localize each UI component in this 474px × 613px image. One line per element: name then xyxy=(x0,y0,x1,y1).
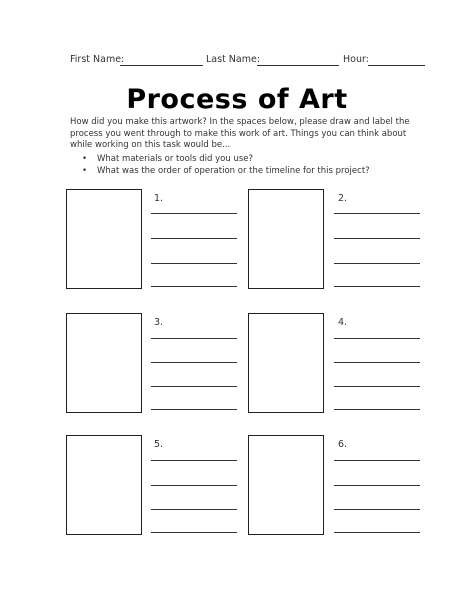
drawing-box-6[interactable] xyxy=(248,435,324,535)
answer-line[interactable] xyxy=(151,263,237,264)
step-number-5: 5. xyxy=(154,439,164,450)
last-name-field[interactable] xyxy=(257,65,339,66)
answer-line[interactable] xyxy=(334,362,420,363)
answer-line[interactable] xyxy=(151,238,237,239)
step-number-2: 2. xyxy=(338,193,348,204)
answer-line[interactable] xyxy=(334,263,420,264)
hour-label: Hour: xyxy=(343,54,369,65)
step-number-3: 3. xyxy=(154,317,164,328)
step-number-4: 4. xyxy=(338,317,348,328)
drawing-box-5[interactable] xyxy=(66,435,142,535)
answer-line[interactable] xyxy=(334,460,420,461)
drawing-box-2[interactable] xyxy=(248,189,324,289)
answer-line[interactable] xyxy=(151,386,237,387)
drawing-box-3[interactable] xyxy=(66,313,142,413)
answer-line[interactable] xyxy=(151,509,237,510)
answer-line[interactable] xyxy=(151,460,237,461)
instructions-text: How did you make this artwork? In the spaces below, please draw and label the process you went through to make this work of art. Things you can think about while working on this task would be... xyxy=(70,117,410,150)
answer-line[interactable] xyxy=(334,238,420,239)
drawing-box-4[interactable] xyxy=(248,313,324,413)
step-number-1: 1. xyxy=(154,193,164,204)
answer-line[interactable] xyxy=(334,509,420,510)
page-title: Process of Art xyxy=(126,84,348,115)
answer-line[interactable] xyxy=(151,338,237,339)
answer-line[interactable] xyxy=(334,286,420,287)
first-name-label: First Name: xyxy=(70,54,125,65)
step-number-6: 6. xyxy=(338,439,348,450)
list-item: • What materials or tools did you use? xyxy=(82,153,370,165)
answer-line[interactable] xyxy=(334,213,420,214)
question-list xyxy=(82,153,370,177)
answer-line[interactable] xyxy=(151,213,237,214)
answer-line[interactable] xyxy=(334,485,420,486)
drawing-box-1[interactable] xyxy=(66,189,142,289)
last-name-label: Last Name: xyxy=(206,54,261,65)
answer-line[interactable] xyxy=(334,409,420,410)
answer-line[interactable] xyxy=(151,286,237,287)
list-item: • What was the order of operation or the timeline for this project? xyxy=(82,165,370,177)
answer-line[interactable] xyxy=(151,409,237,410)
answer-line[interactable] xyxy=(334,338,420,339)
answer-line[interactable] xyxy=(151,362,237,363)
answer-line[interactable] xyxy=(151,485,237,486)
answer-line[interactable] xyxy=(334,386,420,387)
hour-field[interactable] xyxy=(368,65,425,66)
first-name-field[interactable] xyxy=(120,65,203,66)
answer-line[interactable] xyxy=(334,532,420,533)
answer-line[interactable] xyxy=(151,532,237,533)
